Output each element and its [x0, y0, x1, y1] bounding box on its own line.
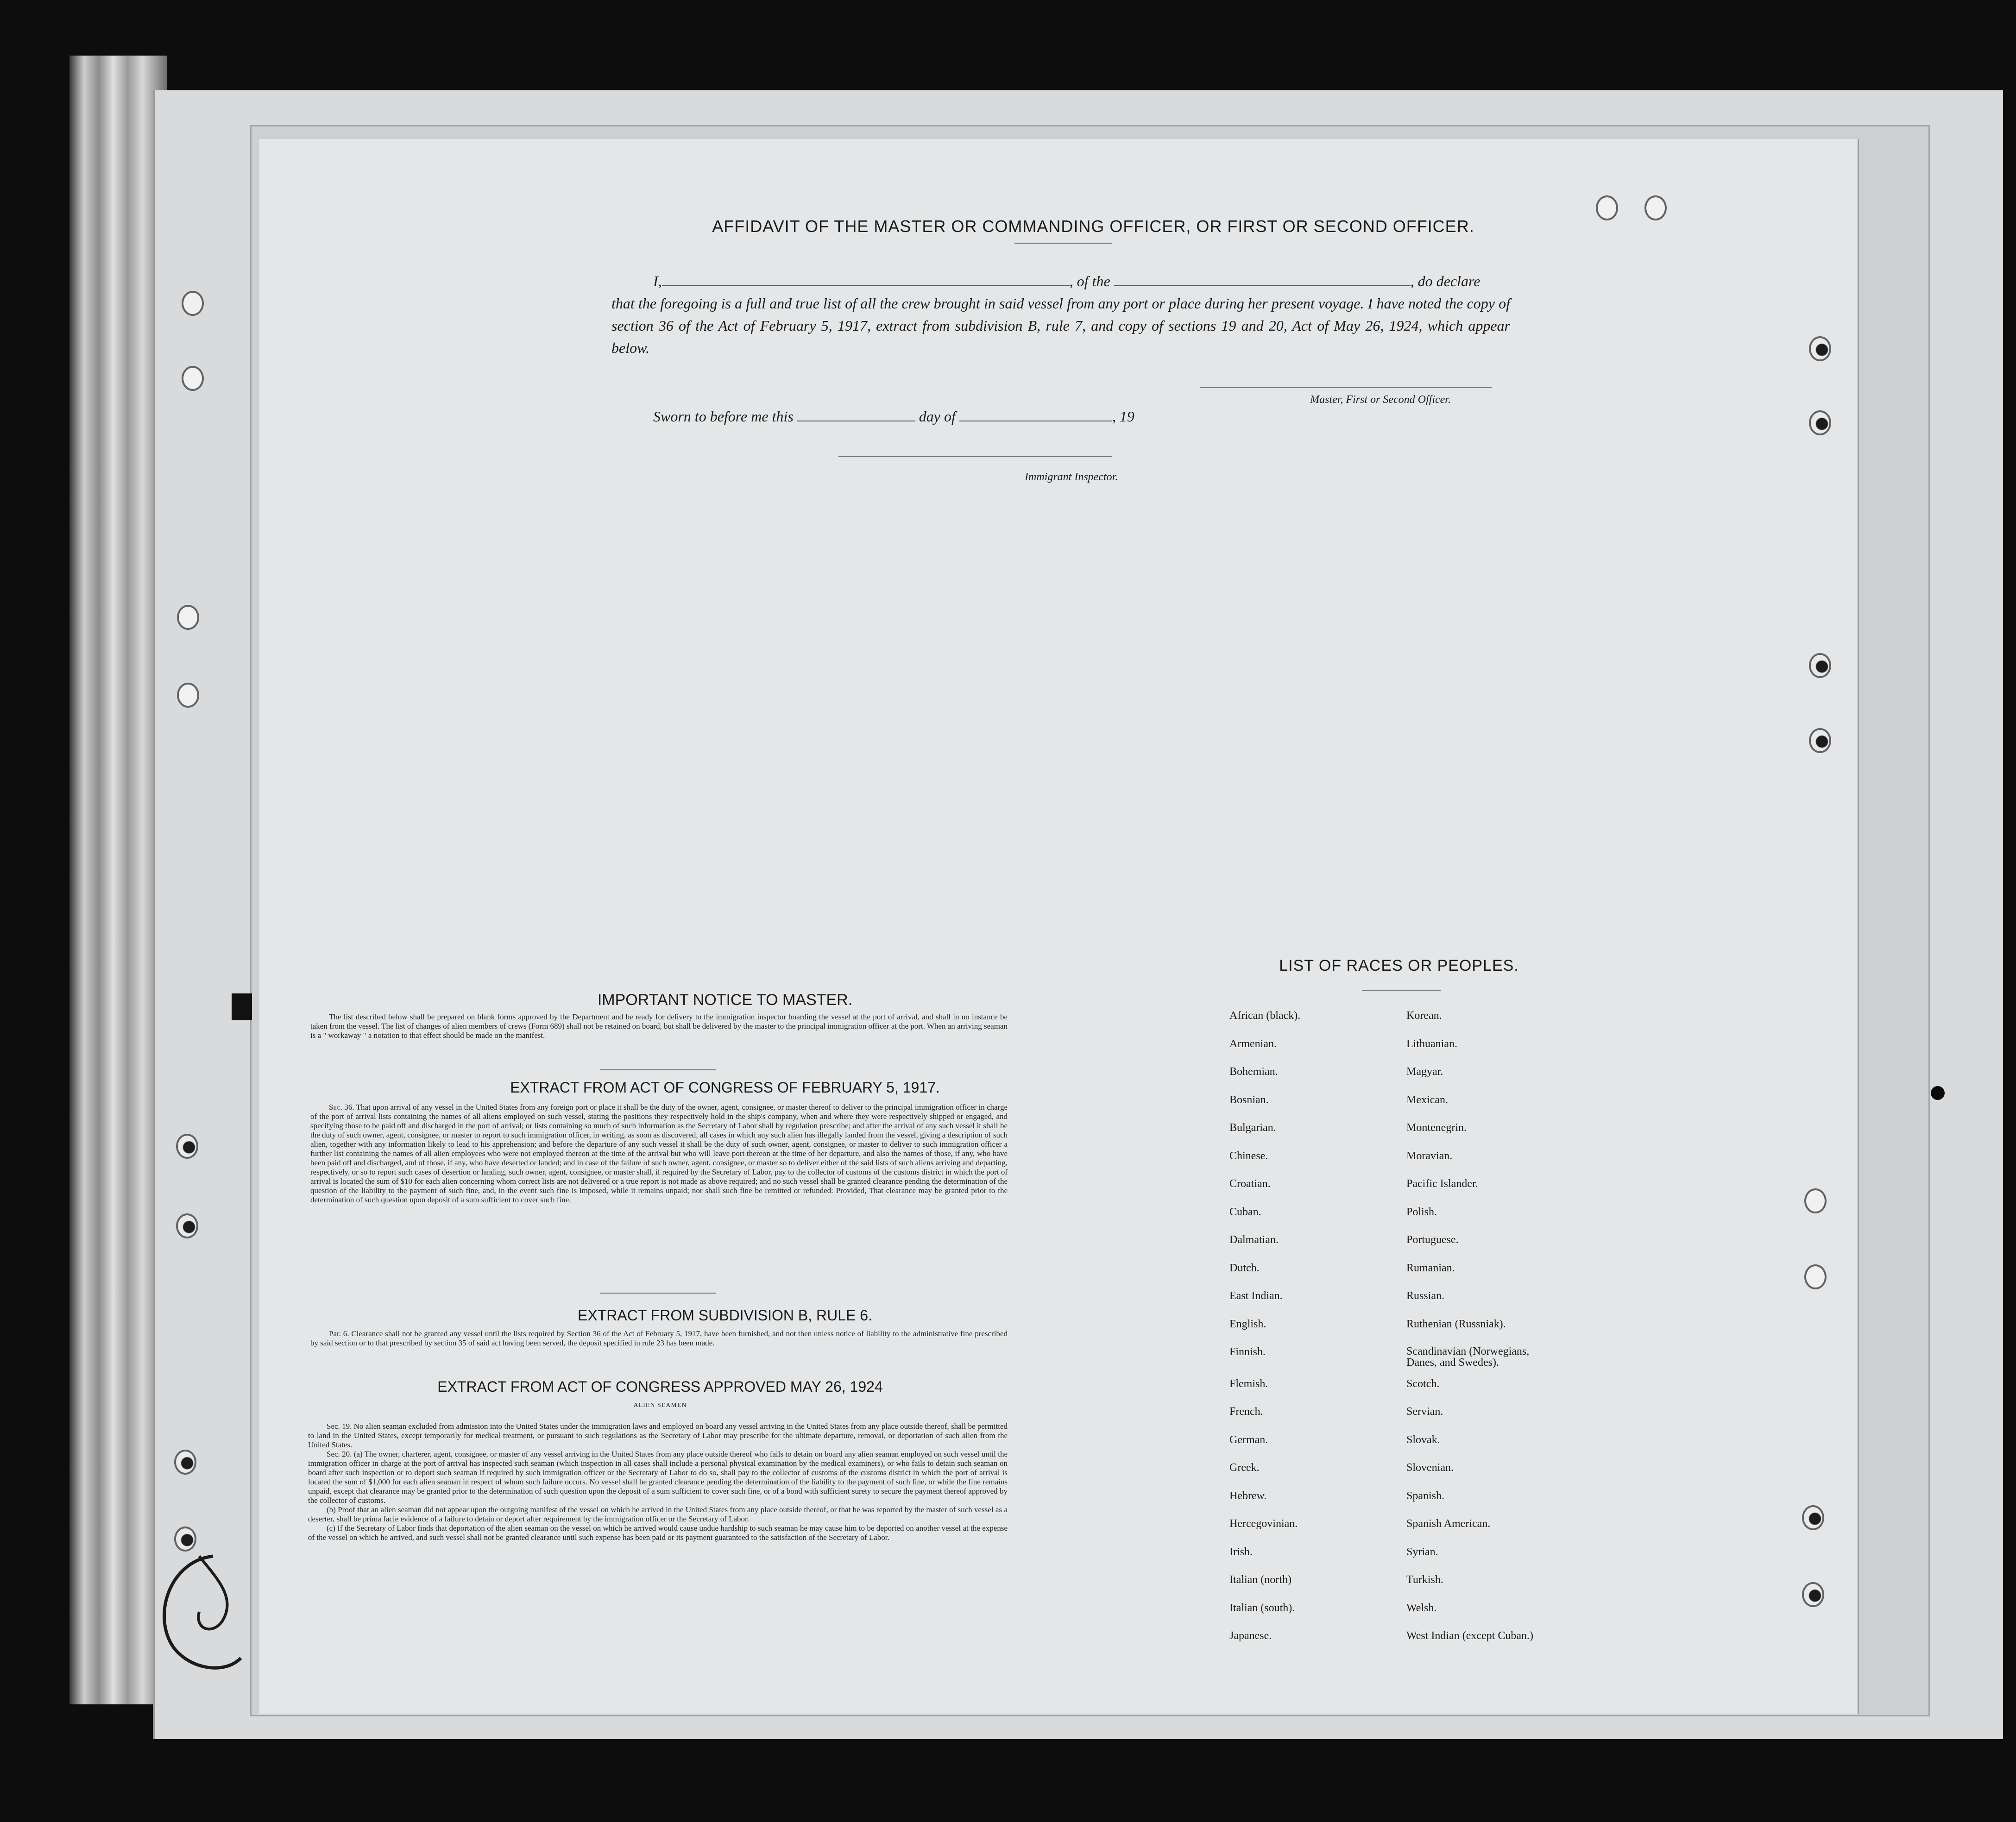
race-item: West Indian (except Cuban.) [1406, 1630, 1533, 1642]
punch-hole [177, 683, 199, 708]
sworn-line [653, 408, 1134, 425]
notice-title: IMPORTANT NOTICE TO MASTER. [597, 991, 853, 1009]
race-item: Spanish. [1406, 1489, 1445, 1502]
race-item: Slovak. [1406, 1433, 1440, 1446]
races-title: LIST OF RACES OR PEOPLES. [1279, 957, 1519, 974]
race-item: Slovenian. [1406, 1462, 1454, 1474]
race-item: French. [1229, 1406, 1263, 1418]
race-item: Lithuanian. [1406, 1037, 1457, 1050]
race-item: Armenian. [1229, 1037, 1277, 1050]
title-divider [1014, 243, 1112, 244]
race-item: Rumanian. [1406, 1262, 1455, 1274]
race-item: Turkish. [1406, 1574, 1443, 1586]
section-divider [600, 1069, 716, 1070]
punch-hole [1809, 728, 1831, 753]
rule-6-text [310, 1329, 1008, 1348]
race-item: Dalmatian. [1229, 1234, 1279, 1246]
race-item: Servian. [1406, 1406, 1443, 1418]
race-item: Montenegrin. [1406, 1122, 1467, 1134]
race-item: Pacific Islander. [1406, 1178, 1478, 1190]
punch-hole [174, 1450, 196, 1475]
act-1924-title: EXTRACT FROM ACT OF CONGRESS APPROVED MAY 26, 1924 [437, 1378, 883, 1395]
punch-hole [177, 605, 199, 630]
affidavit-body [611, 270, 1510, 359]
punch-hole [1802, 1505, 1824, 1530]
act-1917-text [310, 1103, 1008, 1205]
race-item: Mexican. [1406, 1093, 1448, 1106]
act-1924-subtitle: ALIEN SEAMEN [633, 1402, 687, 1409]
sec-20b-text: (b) Proof that an alien seaman did not appear upon the outgoing manifest of the vessel on which he arrived in the United States from any place outside thereof, or that he was reported by the master of such vessel as a deserter, shall be prima facie evidence of a failure to detain or deport after requirement by the immigration officer or the Secretary of Labor. [308, 1505, 1008, 1523]
race-item: Ruthenian (Russniak). [1406, 1318, 1506, 1330]
punch-hole [1809, 653, 1831, 678]
punch-hole [182, 291, 204, 316]
rule-6-title: EXTRACT FROM SUBDIVISION B, RULE 6. [578, 1307, 872, 1324]
sworn-day-field[interactable] [797, 420, 915, 421]
officer-name-field[interactable] [662, 285, 1070, 286]
signature-line[interactable] [1200, 387, 1492, 388]
punch-hole [1804, 1188, 1827, 1213]
notice-text [310, 1012, 1008, 1040]
day-of-label: day of [919, 408, 956, 425]
race-item: Magyar. [1406, 1066, 1443, 1078]
race-item: Korean. [1406, 1010, 1442, 1022]
paper-clip [232, 993, 252, 1020]
affidavit-of-the-label: , of the [1069, 273, 1110, 289]
race-item: Flemish. [1229, 1377, 1268, 1390]
race-item: East Indian. [1229, 1290, 1283, 1302]
race-item: Bosnian. [1229, 1093, 1269, 1106]
race-item: Bulgarian. [1229, 1122, 1276, 1134]
punch-hole [1809, 410, 1831, 435]
notice-paragraph: The list described below shall be prepared on blank forms approved by the Department and be ready for delivery to the immigration inspector boarding the vessel at the port of arrival, and shall in no instance be taken from the vessel. The list of changes of alien members of crews (Form 689) shall not be retained on board, but shall be delivered by the master to the principal immigration officer at the port. When an arriving seaman is a " workaway " a notation to that effect should be made on the manifest. [310, 1012, 1008, 1040]
affidavit-declaration-text: that the foregoing is a full and true list of all the crew brought in said vessel from any port or place during her present voyage. I have noted the copy of section 36 of the Act of February 5, 1917, extract from subdivision B, rule 7, and copy of sections 19 and 20, Act of May 26, 1924, which appear below. [611, 295, 1510, 356]
punch-hole [176, 1213, 198, 1238]
section-label: Sec. 36. [329, 1103, 354, 1112]
rule-6-paragraph: Par. 6. Clearance shall not be granted any vessel until the lists required by Section 36 of the Act of February 5, 1917, have been furnished, and not then unless notice of liability to the administrative fine prescribed by said section or to that prescribed by section 35 of said act having been served, the deposit specified in rule 23 has been made. [310, 1329, 1008, 1347]
race-item: Polish. [1406, 1206, 1437, 1218]
sec-20c-text: (c) If the Secretary of Labor finds that deportation of the alien seaman on the vessel on which he arrived would cause undue hardship to such seaman he may cause him to be deported on another vessel at the expense of the vessel on which he arrived, and such vessel shall not be granted clearance until such expense has been paid or its payment guaranteed to the satisfaction of the Secretary of Labor. [308, 1524, 1008, 1542]
binder-edge [69, 56, 167, 1704]
race-item: Greek. [1229, 1462, 1260, 1474]
race-item: Welsh. [1406, 1602, 1437, 1614]
race-item: Irish. [1229, 1546, 1253, 1558]
race-item: Croatian. [1229, 1178, 1271, 1190]
race-item: Finnish. [1229, 1346, 1266, 1358]
race-item: Italian (north) [1229, 1574, 1292, 1586]
sworn-label: Sworn to before me this [653, 408, 794, 425]
race-item: Spanish American. [1406, 1518, 1491, 1530]
race-item: Japanese. [1229, 1630, 1272, 1642]
race-item: English. [1229, 1318, 1266, 1330]
race-item: Bohemian. [1229, 1066, 1278, 1078]
race-item: Chinese. [1229, 1150, 1268, 1162]
vessel-name-field[interactable] [1114, 285, 1411, 286]
affidavit-declare-label: , do declare [1410, 273, 1480, 289]
race-item: Scandinavian (Norwegians, Danes, and Swedes). [1406, 1345, 1530, 1369]
signature-caption: Master, First or Second Officer. [1310, 394, 1451, 406]
act-1917-title: EXTRACT FROM ACT OF CONGRESS OF FEBRUARY 5, 1917. [510, 1079, 940, 1096]
punch-hole [176, 1134, 198, 1159]
section-divider [600, 1293, 716, 1294]
binder-rivet [1931, 1086, 1945, 1100]
sec-20a-text: Sec. 20. (a) The owner, charterer, agent, consignee, or master of any vessel arriving in the United States from any place outside thereof who fails to detain on board any alien seaman employed on such vessel until the immigration officer in charge at the port of arrival has inspected such seaman (which inspection in all cases shall include a personal physical examination by the medical examiners), or who fails to detain such seaman on board after such inspection or to deport such seaman if required by such immigration officer or the Secretary of Labor to do so, shall pay to the collector of customs of the customs district in which the port of arrival is located the sum of $1,000 for each alien seaman in respect of whom such failure occurs. No vessel shall be granted clearance pending the determination of the liability to the payment of such fine, or while the fine remains unpaid, except that clearance may be granted prior to the determination of such question upon the deposit of a sum sufficient to cover such fine, or of a bond with sufficient surety to secure the payment thereof approved by the collector of customs. [308, 1450, 1008, 1505]
race-item: Hebrew. [1229, 1489, 1267, 1502]
sec-19-text: Sec. 19. No alien seaman excluded from admission into the United States under the immigration laws and employed on board any vessel arriving in the United States from any place outside thereof, shall be permitted to land in the United States, except temporarily for medical treatment, or pursuant to such regulations as the Secretary of Labor may prescribe for the ultimate departure, removal, or deportation of such alien from the United States. [308, 1422, 1008, 1449]
inspector-signature-line[interactable] [838, 456, 1112, 457]
affidavit-i-label: I, [653, 273, 662, 289]
punch-hole [1596, 195, 1618, 220]
race-item: Dutch. [1229, 1262, 1260, 1274]
affidavit-title: AFFIDAVIT OF THE MASTER OR COMMANDING OFFICER, OR FIRST OR SECOND OFFICER. [712, 217, 1474, 236]
year-label: , 19 [1112, 408, 1134, 425]
race-item: German. [1229, 1433, 1268, 1446]
act-1924-text [308, 1422, 1008, 1542]
punch-hole [1644, 195, 1667, 220]
punch-hole [1804, 1264, 1827, 1289]
sworn-month-field[interactable] [959, 420, 1112, 421]
race-item: Italian (south). [1229, 1602, 1295, 1614]
races-divider [1362, 990, 1441, 991]
race-item: Moravian. [1406, 1150, 1453, 1162]
punch-hole [1809, 336, 1831, 361]
punch-hole [182, 366, 204, 391]
race-item: Scotch. [1406, 1377, 1440, 1390]
race-item: Russian. [1406, 1290, 1445, 1302]
race-item: African (black). [1229, 1010, 1301, 1022]
race-item: Cuban. [1229, 1206, 1261, 1218]
race-item: Syrian. [1406, 1546, 1438, 1558]
race-item: Portuguese. [1406, 1234, 1459, 1246]
race-item: Hercegovinian. [1229, 1518, 1298, 1530]
pencil-mark [144, 1542, 259, 1681]
punch-hole [1802, 1582, 1824, 1607]
section-36-text: That upon arrival of any vessel in the United States from any foreign port or place it shall be the duty of the owner, agent, consignee, or master thereof to deliver to the principal immigration officer in charge of the port of arrival lists containing the names of all aliens employed on such vessel, stating the positions they respectively hold in the ship's company, when and where they were respectively shipped or engaged, and specifying those to be paid off and discharged in the port of arrival; or lists containing so much of such information as the Secretary of Labor shall by regulation prescribe; and after the arrival of any such vessel it shall be the duty of such owner, agent, consignee, or master to report to such immigration officer, in writing, as soon as discovered, all cases in which any such alien has illegally landed from the vessel, giving a description of such alien, together with any information likely to lead to his apprehension; and before the departure of any such vessel it shall be the duty of such owner, agent, consignee, or master to deliver to such immigration officer a further list containing the names of all alien employees who were not employed thereon at the time of the arrival but who will leave port thereon at the time of her departure, and also the names of those, if any, who have been paid off and discharged, and of those, if any, who have deserted or landed; and in case of the failure of such owner, agent, consignee, or master so to deliver either of the said lists of such aliens arriving and departing, respectively, or so to report such cases of desertion or landing, such owner, agent, consignee, or master shall, if required by the Secretary of Labor, pay to the collector of customs of the customs district in which the port of arrival is located the sum of $10 for each alien concerning whom correct lists are not delivered or a true report is not made as above required; and no such vessel shall be granted clearance pending the determination of the question of the liability to the payment of such fine, and, in the event such fine is imposed, while it remains unpaid; nor shall such fine be remitted or refunded: Provided, That clearance may be granted prior to the determination of such question upon deposit of a sum sufficient to cover such fine. [310, 1103, 1008, 1204]
inspector-caption: Immigrant Inspector. [1025, 471, 1118, 483]
